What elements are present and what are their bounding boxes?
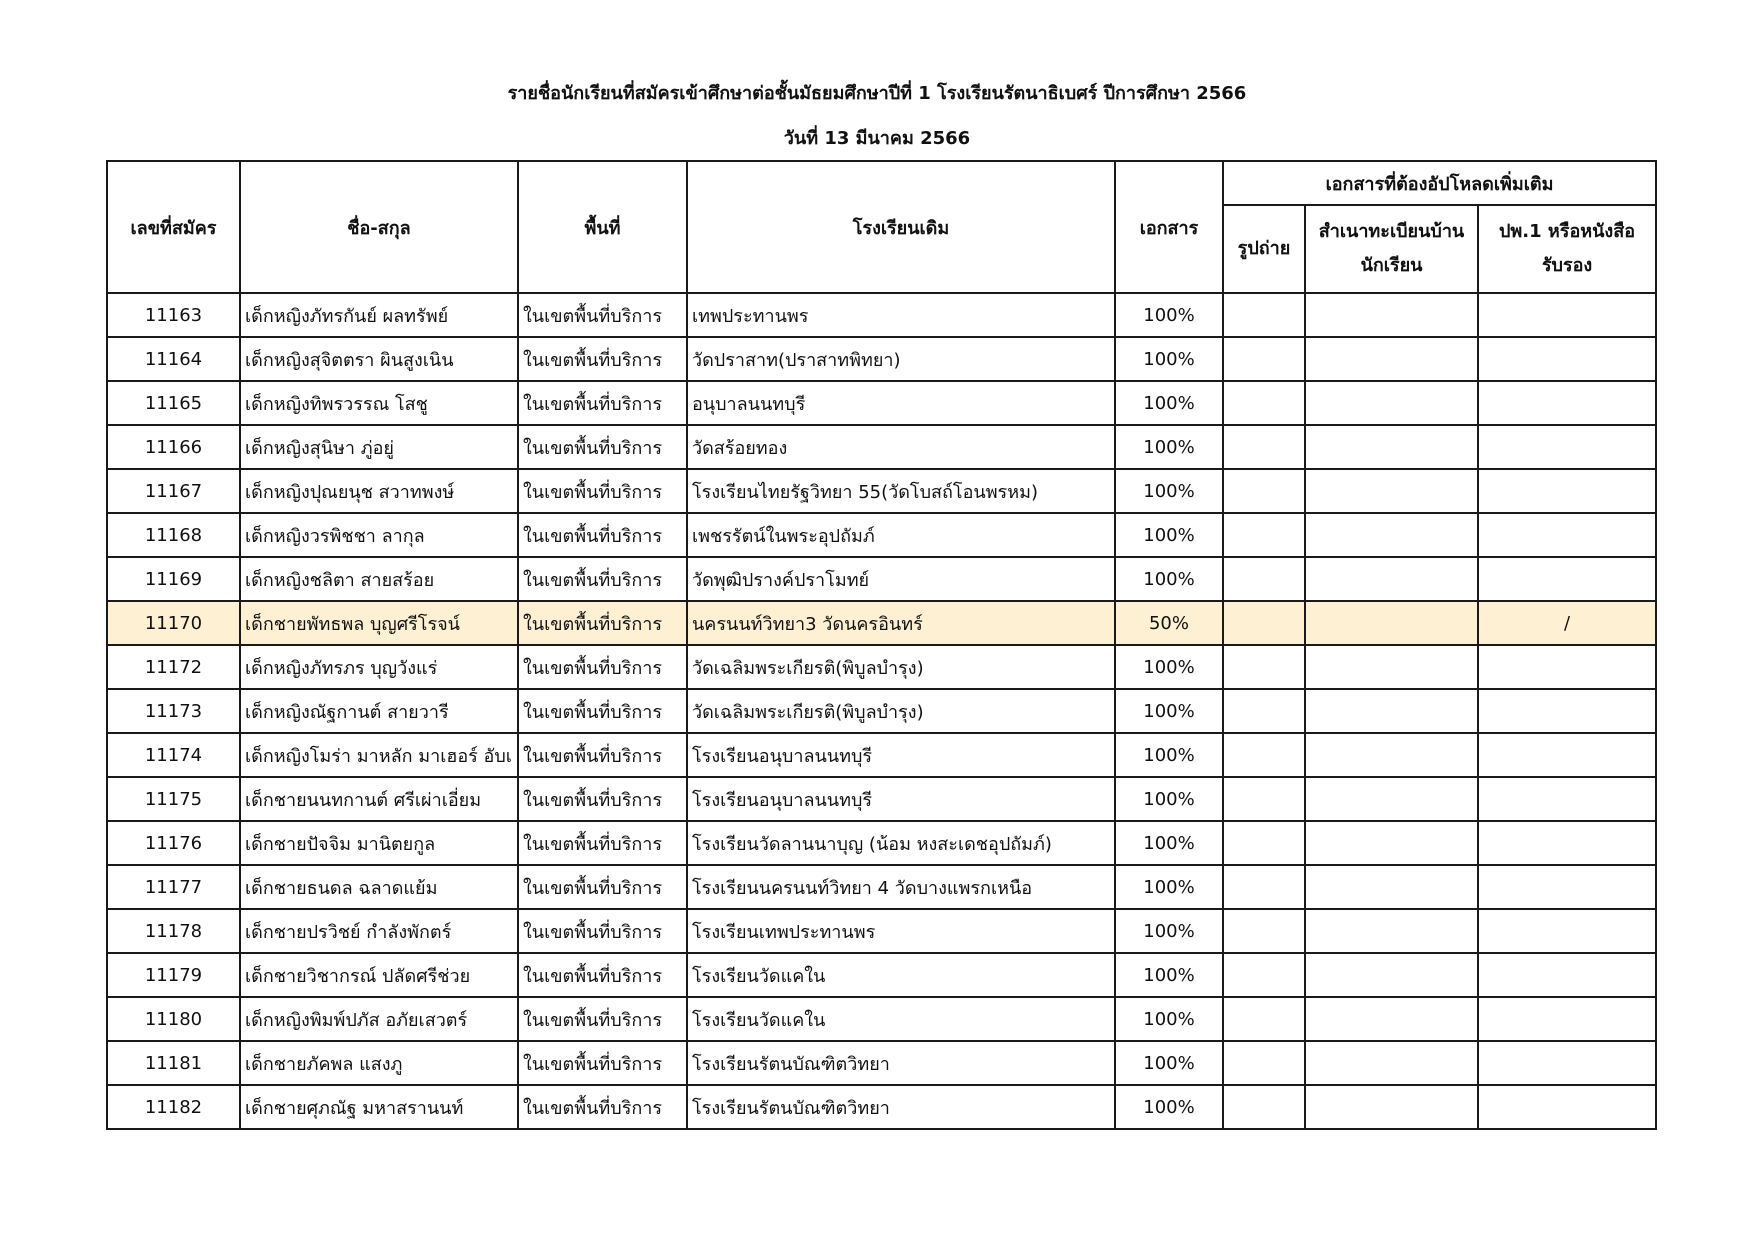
cell-area: ในเขตพื้นที่บริการ [518, 513, 687, 557]
cell-app-no: 11181 [107, 1041, 240, 1085]
cell-prev-school: นครนนท์วิทยา3 วัดนครอินทร์ [687, 601, 1115, 645]
cell-area: ในเขตพื้นที่บริการ [518, 865, 687, 909]
cell-photo [1223, 953, 1305, 997]
cell-area: ในเขตพื้นที่บริการ [518, 1041, 687, 1085]
cell-app-no: 11165 [107, 381, 240, 425]
cell-transcript [1478, 997, 1656, 1041]
cell-area: ในเขตพื้นที่บริการ [518, 733, 687, 777]
cell-documents: 100% [1115, 469, 1223, 513]
cell-name: เด็กหญิงสุนิษา ภู่อยู่ [240, 425, 518, 469]
cell-transcript [1478, 381, 1656, 425]
cell-prev-school: อนุบาลนนทบุรี [687, 381, 1115, 425]
cell-documents: 100% [1115, 557, 1223, 601]
table-row [107, 777, 1656, 821]
cell-app-no: 11163 [107, 293, 240, 337]
cell-documents: 100% [1115, 821, 1223, 865]
cell-prev-school: วัดเฉลิมพระเกียรติ(พิบูลบำรุง) [687, 689, 1115, 733]
cell-name: เด็กหญิงโมร่า มาหลัก มาเฮอร์ อับเ [240, 733, 518, 777]
cell-name: เด็กหญิงสุจิตตรา ผินสูงเนิน [240, 337, 518, 381]
cell-prev-school: โรงเรียนอนุบาลนนทบุรี [687, 733, 1115, 777]
cell-area: ในเขตพื้นที่บริการ [518, 469, 687, 513]
cell-transcript [1478, 1085, 1656, 1129]
table-row [107, 1085, 1656, 1129]
cell-house-reg [1305, 557, 1478, 601]
cell-prev-school: โรงเรียนรัตนบัณฑิตวิทยา [687, 1085, 1115, 1129]
cell-name: เด็กชายปัจจิม มานิตยกูล [240, 821, 518, 865]
cell-house-reg [1305, 1085, 1478, 1129]
applicant-table-body [107, 293, 1656, 1129]
cell-house-reg [1305, 865, 1478, 909]
cell-photo [1223, 909, 1305, 953]
cell-name: เด็กชายพัทธพล บุญศรีโรจน์ [240, 601, 518, 645]
cell-house-reg [1305, 733, 1478, 777]
cell-name: เด็กชายภัคพล แสงภู [240, 1041, 518, 1085]
cell-documents: 100% [1115, 865, 1223, 909]
cell-prev-school: เพชรรัตน์ในพระอุปถัมภ์ [687, 513, 1115, 557]
table-row [107, 997, 1656, 1041]
header-area: พื้นที่ [518, 161, 687, 293]
table-row [107, 1041, 1656, 1085]
cell-area: ในเขตพื้นที่บริการ [518, 1085, 687, 1129]
cell-photo [1223, 997, 1305, 1041]
cell-prev-school: โรงเรียนรัตนบัณฑิตวิทยา [687, 1041, 1115, 1085]
cell-prev-school: โรงเรียนวัดแคใน [687, 997, 1115, 1041]
cell-app-no: 11175 [107, 777, 240, 821]
header-house-reg [1305, 205, 1478, 293]
cell-transcript [1478, 953, 1656, 997]
cell-house-reg [1305, 513, 1478, 557]
cell-area: ในเขตพื้นที่บริการ [518, 777, 687, 821]
cell-app-no: 11176 [107, 821, 240, 865]
cell-name: เด็กชายธนดล ฉลาดแย้ม [240, 865, 518, 909]
cell-photo [1223, 865, 1305, 909]
cell-photo [1223, 689, 1305, 733]
cell-app-no: 11166 [107, 425, 240, 469]
cell-photo [1223, 557, 1305, 601]
cell-prev-school: โรงเรียนอนุบาลนนทบุรี [687, 777, 1115, 821]
cell-documents: 100% [1115, 909, 1223, 953]
cell-name: เด็กหญิงภัทรกันย์ ผลทรัพย์ [240, 293, 518, 337]
cell-name: เด็กหญิงพิมพ์ปภัส อภัยเสวตร์ [240, 997, 518, 1041]
cell-app-no: 11164 [107, 337, 240, 381]
cell-transcript [1478, 645, 1656, 689]
cell-prev-school: วัดเฉลิมพระเกียรติ(พิบูลบำรุง) [687, 645, 1115, 689]
cell-photo [1223, 645, 1305, 689]
cell-app-no: 11172 [107, 645, 240, 689]
cell-transcript [1478, 865, 1656, 909]
table-row [107, 689, 1656, 733]
cell-house-reg [1305, 1041, 1478, 1085]
cell-app-no: 11177 [107, 865, 240, 909]
cell-prev-school: โรงเรียนวัดลานนาบุญ (น้อม หงสะเดชอุปถัมภ์) [687, 821, 1115, 865]
cell-photo [1223, 821, 1305, 865]
cell-photo [1223, 381, 1305, 425]
header-photo [1223, 205, 1305, 293]
table-row [107, 645, 1656, 689]
cell-house-reg [1305, 689, 1478, 733]
cell-prev-school: โรงเรียนไทยรัฐวิทยา 55(วัดโบสถ์โอนพรหม) [687, 469, 1115, 513]
cell-area: ในเขตพื้นที่บริการ [518, 953, 687, 997]
table-row [107, 337, 1656, 381]
cell-house-reg [1305, 601, 1478, 645]
table-row [107, 601, 1656, 645]
cell-app-no: 11182 [107, 1085, 240, 1129]
cell-photo [1223, 733, 1305, 777]
cell-name: เด็กหญิงภัทรภร บุญวังแร่ [240, 645, 518, 689]
cell-area: ในเขตพื้นที่บริการ [518, 601, 687, 645]
cell-photo [1223, 425, 1305, 469]
cell-transcript [1478, 733, 1656, 777]
cell-photo [1223, 513, 1305, 557]
cell-area: ในเขตพื้นที่บริการ [518, 997, 687, 1041]
table-row [107, 865, 1656, 909]
header-app-no: เลขที่สมัคร [107, 161, 240, 293]
cell-photo [1223, 777, 1305, 821]
cell-area: ในเขตพื้นที่บริการ [518, 337, 687, 381]
cell-transcript [1478, 425, 1656, 469]
cell-documents: 100% [1115, 645, 1223, 689]
cell-documents: 100% [1115, 381, 1223, 425]
cell-app-no: 11173 [107, 689, 240, 733]
page-title: รายชื่อนักเรียนที่สมัครเข้าศึกษาต่อชั้นมัธยมศึกษาปีที่ 1 โรงเรียนรัตนาธิเบศร์ ปีการศึกษา 2566 [507, 83, 1247, 104]
table-row [107, 425, 1656, 469]
cell-name: เด็กหญิงวรพิชชา ลากุล [240, 513, 518, 557]
cell-area: ในเขตพื้นที่บริการ [518, 689, 687, 733]
cell-name: เด็กชายนนทกานต์ ศรีเผ่าเอี่ยม [240, 777, 518, 821]
table-row [107, 821, 1656, 865]
cell-area: ในเขตพื้นที่บริการ [518, 381, 687, 425]
cell-transcript [1478, 469, 1656, 513]
table-row [107, 953, 1656, 997]
cell-app-no: 11169 [107, 557, 240, 601]
cell-app-no: 11167 [107, 469, 240, 513]
cell-transcript [1478, 513, 1656, 557]
cell-documents: 100% [1115, 777, 1223, 821]
cell-transcript [1478, 821, 1656, 865]
cell-area: ในเขตพื้นที่บริการ [518, 645, 687, 689]
cell-house-reg [1305, 953, 1478, 997]
cell-transcript [1478, 1041, 1656, 1085]
cell-transcript [1478, 689, 1656, 733]
cell-house-reg [1305, 381, 1478, 425]
cell-area: ในเขตพื้นที่บริการ [518, 557, 687, 601]
applicant-table [106, 160, 1657, 1130]
cell-transcript: / [1478, 601, 1656, 645]
cell-prev-school: โรงเรียนเทพประทานพร [687, 909, 1115, 953]
cell-transcript [1478, 557, 1656, 601]
cell-name: เด็กหญิงณัฐกานต์ สายวารี [240, 689, 518, 733]
table-row [107, 381, 1656, 425]
cell-name: เด็กหญิงทิพรวรรณ โสชู [240, 381, 518, 425]
cell-app-no: 11168 [107, 513, 240, 557]
cell-photo [1223, 601, 1305, 645]
cell-prev-school: วัดพุฒิปรางค์ปราโมทย์ [687, 557, 1115, 601]
header-extra-docs: เอกสารที่ต้องอัปโหลดเพิ่มเติม [1223, 161, 1656, 205]
cell-prev-school: วัดสร้อยทอง [687, 425, 1115, 469]
cell-documents: 100% [1115, 997, 1223, 1041]
cell-documents: 100% [1115, 733, 1223, 777]
header-transcript-label: ปพ.1 หรือหนังสือ รับรอง [1498, 220, 1636, 276]
page-subtitle-date: วันที่ 13 มีนาคม 2566 [783, 128, 971, 149]
header-photo-label: รูปถ่าย [1237, 237, 1291, 259]
cell-house-reg [1305, 777, 1478, 821]
header-house-reg-label: สำเนาทะเบียนบ้าน นักเรียน [1318, 220, 1465, 276]
cell-documents: 100% [1115, 1085, 1223, 1129]
table-row [107, 909, 1656, 953]
cell-photo [1223, 469, 1305, 513]
cell-house-reg [1305, 997, 1478, 1041]
cell-area: ในเขตพื้นที่บริการ [518, 909, 687, 953]
header-prev-school: โรงเรียนเดิม [687, 161, 1115, 293]
cell-documents: 100% [1115, 293, 1223, 337]
cell-transcript [1478, 909, 1656, 953]
table-row [107, 513, 1656, 557]
cell-house-reg [1305, 425, 1478, 469]
cell-app-no: 11179 [107, 953, 240, 997]
cell-name: เด็กชายวิชากรณ์ ปลัดศรีช่วย [240, 953, 518, 997]
cell-documents: 100% [1115, 337, 1223, 381]
cell-name: เด็กหญิงปุณยนุช สวาทพงษ์ [240, 469, 518, 513]
table-row [107, 293, 1656, 337]
cell-area: ในเขตพื้นที่บริการ [518, 821, 687, 865]
cell-prev-school: วัดปราสาท(ปราสาทพิทยา) [687, 337, 1115, 381]
cell-transcript [1478, 777, 1656, 821]
cell-app-no: 11178 [107, 909, 240, 953]
cell-prev-school: เทพประทานพร [687, 293, 1115, 337]
cell-transcript [1478, 293, 1656, 337]
cell-house-reg [1305, 469, 1478, 513]
cell-documents: 100% [1115, 1041, 1223, 1085]
cell-documents: 100% [1115, 953, 1223, 997]
table-row [107, 557, 1656, 601]
cell-house-reg [1305, 909, 1478, 953]
cell-prev-school: โรงเรียนวัดแคใน [687, 953, 1115, 997]
cell-photo [1223, 337, 1305, 381]
cell-house-reg [1305, 821, 1478, 865]
header-transcript [1478, 205, 1656, 293]
cell-documents: 100% [1115, 425, 1223, 469]
cell-app-no: 11170 [107, 601, 240, 645]
cell-documents: 100% [1115, 513, 1223, 557]
cell-app-no: 11180 [107, 997, 240, 1041]
cell-photo [1223, 1041, 1305, 1085]
table-row [107, 469, 1656, 513]
cell-photo [1223, 1085, 1305, 1129]
cell-name: เด็กชายปรวิชย์ กำลังพักตร์ [240, 909, 518, 953]
cell-documents: 50% [1115, 601, 1223, 645]
cell-app-no: 11174 [107, 733, 240, 777]
cell-area: ในเขตพื้นที่บริการ [518, 425, 687, 469]
table-row [107, 733, 1656, 777]
header-name: ชื่อ-สกุล [240, 161, 518, 293]
cell-house-reg [1305, 645, 1478, 689]
cell-name: เด็กหญิงชลิตา สายสร้อย [240, 557, 518, 601]
cell-name: เด็กชายศุภณัฐ มหาสรานนท์ [240, 1085, 518, 1129]
cell-documents: 100% [1115, 689, 1223, 733]
cell-photo [1223, 293, 1305, 337]
cell-house-reg [1305, 337, 1478, 381]
header-documents: เอกสาร [1115, 161, 1223, 293]
cell-transcript [1478, 337, 1656, 381]
cell-house-reg [1305, 293, 1478, 337]
cell-area: ในเขตพื้นที่บริการ [518, 293, 687, 337]
cell-prev-school: โรงเรียนนครนนท์วิทยา 4 วัดบางแพรกเหนือ [687, 865, 1115, 909]
